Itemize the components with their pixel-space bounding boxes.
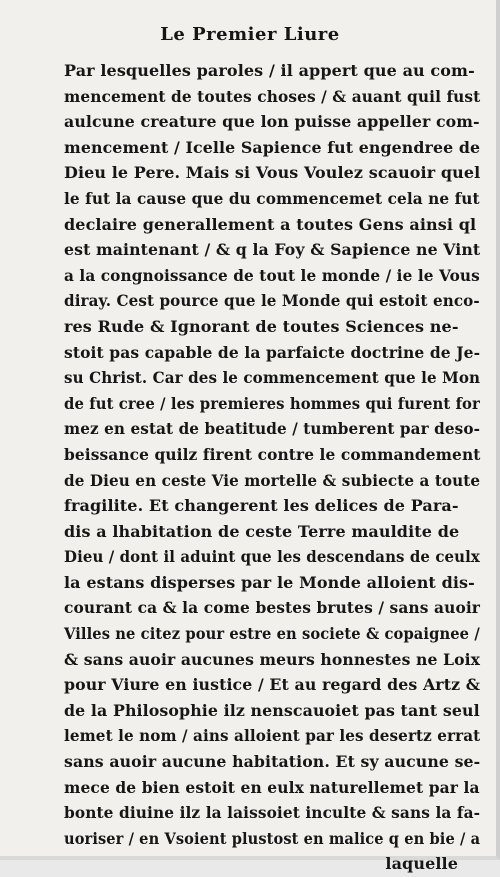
catchword: laquelle [385,854,458,874]
text-line: a la congnoissance de tout le monde / ie le Vous [64,265,480,285]
text-line: mencement de toutes choses / & auant quil fust [64,86,481,106]
text-line: sans auoir aucune habitation. Et sy aucune se- [64,752,481,772]
text-line: su Christ. Car des le commencement que le Mon [64,368,481,388]
text-line: aulcune creature que lon puisse appeller com- [64,112,480,132]
text-line: la estans disperses par le Monde alloient dis- [64,572,475,592]
text-line: de fut cree / les premieres hommes qui furent for [64,393,480,413]
body-text [64,58,480,877]
text-line: lemet le nom / ains alloient par les desertz errat [64,726,481,746]
text-line: uoriser / en Vsoient plustost en malice q en bie / a [64,828,481,848]
text-line: declaire generallement a toutes Gens ainsi ql [64,214,477,234]
text-line: le fut la cause que du commencemet cela ne fut [64,188,480,208]
text-line: Dieu le Pere. Mais si Vous Voulez scauoir quel [64,163,481,183]
text-line: courant ca & la come bestes brutes / sans auoir [64,598,481,618]
text-line: res Rude & Ignorant de toutes Sciences ne- [64,316,459,336]
text-line: Par lesquelles paroles / il appert que au com- [64,61,475,80]
text-line: diray. Cest pource que le Monde qui estoit enco- [64,291,480,311]
text-line: est maintenant / & q la Foy & Sapience ne Vint [64,240,481,260]
running-head: Le Premier Liure [160,24,340,45]
text-line: dis a lhabitation de ceste Terre mauldite de [64,521,460,541]
text-line: Dieu / dont il aduint que les descendans de ceulx [64,547,480,567]
text-line: de la Philosophie ilz nenscauoiet pas tant seul [64,700,480,720]
text-line: & sans auoir aucunes meurs honnestes ne Loix [64,649,481,669]
text-line: fragilite. Et changerent les delices de Para- [64,496,459,516]
text-line: de Dieu en ceste Vie mortelle & subiecte a toute [64,470,481,490]
text-line: bonte diuine ilz la laissoiet inculte & sans la fa- [64,803,481,823]
text-line: beissance quilz firent contre le commandement [64,444,481,464]
text-line: mece de bien estoit en eulx naturellemet par la [64,777,480,797]
text-line: Villes ne citez pour estre en societe & copaignee / [64,624,480,644]
text-line: mez en estat de beatitude / tumberent par deso- [64,419,481,439]
text-line: stoit pas capable de la parfaicte doctrine de Je- [64,342,481,362]
text-line: pour Viure en iustice / Et au regard des Artz & [64,675,481,695]
text-line: mencement / Icelle Sapience fut engendree de [64,137,481,157]
